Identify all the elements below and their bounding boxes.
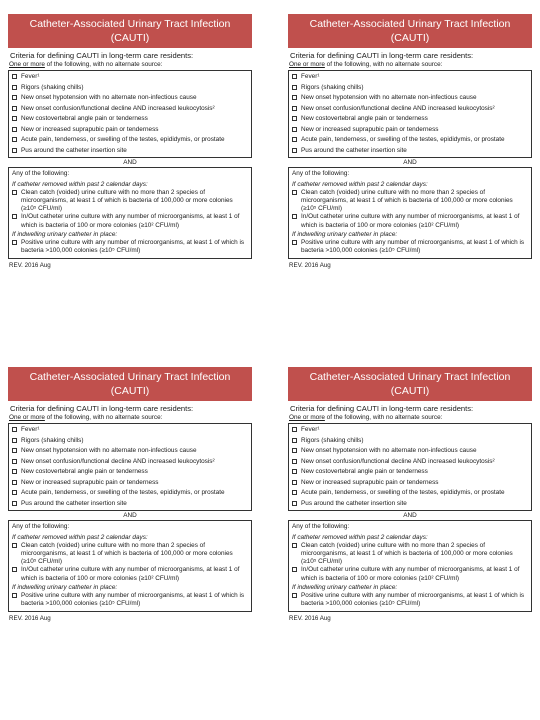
symptom-item-text: New onset hypotension with no alternate non-infectious cause xyxy=(301,447,477,454)
symptom-item-text: Rigors (shaking chills) xyxy=(21,83,84,91)
indwelling-label: If indwelling urinary catheter in place: xyxy=(292,583,398,591)
removed-culture-item[interactable] xyxy=(12,542,248,567)
checkbox-icon[interactable] xyxy=(292,480,297,485)
cauti-card xyxy=(8,367,252,623)
symptom-item[interactable] xyxy=(292,479,528,487)
symptoms-box xyxy=(8,70,252,158)
symptom-item[interactable] xyxy=(12,84,248,92)
symptom-item[interactable] xyxy=(12,447,248,455)
criteria-lead-rest: of the following, with no alternate source: xyxy=(44,61,163,68)
indwelling-culture-item-text: Positive urine culture with any number of microorganisms, at least 1 of which is bacteria >100,000 colonies (≥10⁵ CFU/ml) xyxy=(21,238,245,255)
symptom-item-text: Pus around the catheter insertion site xyxy=(301,499,407,507)
symptoms-box xyxy=(288,70,532,158)
card-title-line2: (CAUTI) xyxy=(390,385,430,397)
criteria-lead xyxy=(288,61,532,69)
symptoms-box xyxy=(8,423,252,511)
checkbox-icon[interactable] xyxy=(292,85,297,90)
symptom-item-text: Fever¹ xyxy=(301,73,320,80)
symptom-item-text: New onset confusion/functional decline AND increased leukocytosis² xyxy=(301,457,495,465)
checkbox-icon[interactable] xyxy=(292,106,297,111)
symptom-item[interactable] xyxy=(292,468,528,476)
indwelling-list xyxy=(12,239,248,256)
any-label: Any of the following: xyxy=(292,522,350,530)
checkbox-icon[interactable] xyxy=(12,137,17,142)
indwelling-label: If indwelling urinary catheter in place: xyxy=(12,230,118,238)
removed-culture-item-text: In/Out catheter urine culture with any number of microorganisms, at least 1 of which is bacteria of 100 or more colonies (≥10² CFU/ml) xyxy=(301,566,520,582)
symptom-item[interactable] xyxy=(12,126,248,134)
any-label: Any of the following: xyxy=(12,169,70,177)
checkbox-icon[interactable] xyxy=(12,501,17,506)
criteria-lead-underlined: One or more xyxy=(289,61,325,68)
indwelling-list xyxy=(292,239,528,256)
symptom-item[interactable] xyxy=(292,73,528,81)
symptom-item-text: Pus around the catheter insertion site xyxy=(301,146,407,154)
checkbox-icon[interactable] xyxy=(292,214,297,219)
removed-label: If catheter removed within past 2 calendar days: xyxy=(292,180,428,188)
culture-box xyxy=(288,520,532,612)
culture-box xyxy=(8,167,252,259)
symptom-item-text: New or increased suprapubic pain or tenderness xyxy=(21,125,159,133)
criteria-lead-underlined: One or more xyxy=(9,414,45,421)
symptom-item[interactable] xyxy=(12,147,248,155)
symptom-item[interactable] xyxy=(292,500,528,508)
symptom-item-text: Acute pain, tenderness, or swelling of the testes, epididymis, or prostate xyxy=(301,489,505,496)
checkbox-icon[interactable] xyxy=(12,85,17,90)
culture-box xyxy=(8,520,252,612)
checkbox-icon[interactable] xyxy=(292,240,297,245)
symptom-item[interactable] xyxy=(292,437,528,445)
symptom-item-text: Rigors (shaking chills) xyxy=(301,83,364,91)
indwelling-culture-item-text: Positive urine culture with any number of microorganisms, at least 1 of which is bacteria >100,000 colonies (≥10⁵ CFU/ml) xyxy=(301,591,525,608)
checkbox-icon[interactable] xyxy=(292,438,297,443)
checkbox-icon[interactable] xyxy=(292,427,297,432)
checkbox-icon[interactable] xyxy=(12,567,17,572)
removed-culture-item[interactable] xyxy=(12,213,248,230)
symptom-item-text: Rigors (shaking chills) xyxy=(21,436,84,444)
symptom-item[interactable] xyxy=(292,84,528,92)
symptom-item-text: Pus around the catheter insertion site xyxy=(21,499,127,507)
symptom-item[interactable] xyxy=(12,73,248,81)
symptom-item-text: New onset hypotension with no alternate non-infectious cause xyxy=(301,94,477,101)
symptom-item[interactable] xyxy=(292,126,528,134)
and-label: AND xyxy=(403,158,417,166)
card-title-line2: (CAUTI) xyxy=(390,32,430,44)
symptom-item-text: Pus around the catheter insertion site xyxy=(21,146,127,154)
symptom-item-text: New or increased suprapubic pain or tenderness xyxy=(301,478,439,486)
removed-list xyxy=(292,542,528,583)
symptom-item-text: New costovertebral angle pain or tenderness xyxy=(21,468,148,475)
indwelling-culture-item[interactable] xyxy=(12,239,248,256)
removed-label: If catheter removed within past 2 calendar days: xyxy=(12,180,148,188)
symptom-item-text: New onset confusion/functional decline AND increased leukocytosis² xyxy=(21,104,215,112)
cauti-card xyxy=(8,14,252,270)
checkbox-icon[interactable] xyxy=(292,95,297,100)
checkbox-icon[interactable] xyxy=(292,459,297,464)
symptom-item[interactable] xyxy=(12,437,248,445)
culture-box xyxy=(288,167,532,259)
any-label: Any of the following: xyxy=(292,169,350,177)
indwelling-culture-item[interactable] xyxy=(292,592,528,609)
symptom-item[interactable] xyxy=(12,136,248,144)
removed-culture-item-text: Clean catch (voided) urine culture with no more than 2 species of microorganisms, at least 1 of which is bacteria of 100,000 or more colonies (≥10⁵ CFU/ml) xyxy=(21,541,233,566)
symptom-item-text: New costovertebral angle pain or tenderness xyxy=(301,468,428,475)
symptoms-box xyxy=(288,423,532,511)
checkbox-icon[interactable] xyxy=(12,459,17,464)
checkbox-icon[interactable] xyxy=(12,190,17,195)
checkbox-icon[interactable] xyxy=(12,148,17,153)
removed-label: If catheter removed within past 2 calendar days: xyxy=(12,533,148,541)
symptom-item[interactable] xyxy=(12,500,248,508)
checkbox-icon[interactable] xyxy=(292,593,297,598)
card-title xyxy=(8,14,252,48)
checkbox-icon[interactable] xyxy=(12,116,17,121)
removed-culture-item[interactable] xyxy=(292,213,528,230)
criteria-lead xyxy=(8,414,252,422)
checkbox-icon[interactable] xyxy=(12,593,17,598)
indwelling-list xyxy=(292,592,528,609)
symptom-item[interactable] xyxy=(12,468,248,476)
removed-list xyxy=(12,189,248,230)
cauti-card xyxy=(288,367,532,623)
checkbox-icon[interactable] xyxy=(12,543,17,548)
symptom-item[interactable] xyxy=(292,489,528,497)
removed-culture-item[interactable] xyxy=(12,189,248,214)
symptom-item[interactable] xyxy=(12,105,248,113)
symptom-item-text: Fever¹ xyxy=(21,426,40,433)
checkbox-icon[interactable] xyxy=(12,427,17,432)
symptom-item-text: New costovertebral angle pain or tenderness xyxy=(301,115,428,122)
symptom-item[interactable] xyxy=(12,94,248,102)
symptom-item-text: Acute pain, tenderness, or swelling of the testes, epididymis, or prostate xyxy=(301,136,505,143)
symptom-item[interactable] xyxy=(292,136,528,144)
removed-culture-item-text: In/Out catheter urine culture with any number of microorganisms, at least 1 of which is bacteria of 100 or more colonies (≥10² CFU/ml) xyxy=(21,213,240,229)
indwelling-culture-item[interactable] xyxy=(292,239,528,256)
revision-label: REV. 2016 Aug xyxy=(9,614,51,622)
checkbox-icon[interactable] xyxy=(12,127,17,132)
symptom-item-text: New onset confusion/functional decline AND increased leukocytosis² xyxy=(21,457,215,465)
symptom-list xyxy=(12,426,248,508)
checkbox-icon[interactable] xyxy=(292,137,297,142)
removed-culture-item-text: Clean catch (voided) urine culture with no more than 2 species of microorganisms, at least 1 of which is bacteria of 100,000 or more colonies (≥10⁵ CFU/ml) xyxy=(301,541,513,566)
checkbox-icon[interactable] xyxy=(12,214,17,219)
and-label: AND xyxy=(123,511,137,519)
indwelling-culture-item-text: Positive urine culture with any number of microorganisms, at least 1 of which is bacteria >100,000 colonies (≥10⁵ CFU/ml) xyxy=(21,591,245,608)
card-title-line1: Catheter-Associated Urinary Tract Infection xyxy=(29,18,231,30)
symptom-item[interactable] xyxy=(292,147,528,155)
symptom-list xyxy=(12,73,248,155)
criteria-heading: Criteria for defining CAUTI in long-term care residents: xyxy=(10,404,194,413)
checkbox-icon[interactable] xyxy=(12,438,17,443)
symptom-list xyxy=(292,73,528,155)
criteria-lead xyxy=(8,61,252,69)
revision-label: REV. 2016 Aug xyxy=(289,261,331,269)
card-title-line2: (CAUTI) xyxy=(110,32,150,44)
symptom-item-text: New onset hypotension with no alternate non-infectious cause xyxy=(21,94,197,101)
removed-culture-item[interactable] xyxy=(292,542,528,567)
symptom-item-text: New or increased suprapubic pain or tenderness xyxy=(21,478,159,486)
indwelling-label: If indwelling urinary catheter in place: xyxy=(292,230,398,238)
any-label: Any of the following: xyxy=(12,522,70,530)
criteria-heading: Criteria for defining CAUTI in long-term care residents: xyxy=(10,51,194,60)
symptom-item[interactable] xyxy=(12,115,248,123)
criteria-lead-underlined: One or more xyxy=(9,61,45,68)
cauti-card xyxy=(288,14,532,270)
symptom-item-text: New or increased suprapubic pain or tenderness xyxy=(301,125,439,133)
checkbox-icon[interactable] xyxy=(292,148,297,153)
criteria-lead xyxy=(288,414,532,422)
criteria-heading: Criteria for defining CAUTI in long-term care residents: xyxy=(290,51,474,60)
symptom-item[interactable] xyxy=(292,447,528,455)
checkbox-icon[interactable] xyxy=(12,469,17,474)
criteria-lead-rest: of the following, with no alternate source: xyxy=(324,414,443,421)
removed-culture-item[interactable] xyxy=(12,566,248,583)
criteria-lead-underlined: One or more xyxy=(289,414,325,421)
removed-culture-item[interactable] xyxy=(292,189,528,214)
symptom-item[interactable] xyxy=(12,489,248,497)
symptom-list xyxy=(292,426,528,508)
card-title xyxy=(8,367,252,401)
card-title-line2: (CAUTI) xyxy=(110,385,150,397)
card-title-line1: Catheter-Associated Urinary Tract Infection xyxy=(309,18,511,30)
symptom-item[interactable] xyxy=(12,458,248,466)
indwelling-label: If indwelling urinary catheter in place: xyxy=(12,583,118,591)
revision-label: REV. 2016 Aug xyxy=(9,261,51,269)
removed-culture-item-text: In/Out catheter urine culture with any number of microorganisms, at least 1 of which is bacteria of 100 or more colonies (≥10² CFU/ml) xyxy=(21,566,240,582)
symptom-item[interactable] xyxy=(12,426,248,434)
checkbox-icon[interactable] xyxy=(292,567,297,572)
and-label: AND xyxy=(123,158,137,166)
criteria-lead-rest: of the following, with no alternate source: xyxy=(324,61,443,68)
removed-label: If catheter removed within past 2 calendar days: xyxy=(292,533,428,541)
symptom-item[interactable] xyxy=(12,479,248,487)
symptom-item-text: Fever¹ xyxy=(21,73,40,80)
checkbox-icon[interactable] xyxy=(12,240,17,245)
checkbox-icon[interactable] xyxy=(292,127,297,132)
removed-list xyxy=(292,189,528,230)
symptom-item[interactable] xyxy=(292,426,528,434)
criteria-heading: Criteria for defining CAUTI in long-term care residents: xyxy=(290,404,474,413)
symptom-item-text: Fever¹ xyxy=(301,426,320,433)
symptom-item-text: Rigors (shaking chills) xyxy=(301,436,364,444)
symptom-item[interactable] xyxy=(292,105,528,113)
checkbox-icon[interactable] xyxy=(12,480,17,485)
criteria-lead-rest: of the following, with no alternate source: xyxy=(44,414,163,421)
indwelling-culture-item[interactable] xyxy=(12,592,248,609)
checkbox-icon[interactable] xyxy=(12,106,17,111)
symptom-item-text: New onset confusion/functional decline AND increased leukocytosis² xyxy=(301,104,495,112)
removed-culture-item-text: In/Out catheter urine culture with any number of microorganisms, at least 1 of which is bacteria of 100 or more colonies (≥10² CFU/ml) xyxy=(301,213,520,229)
and-label: AND xyxy=(403,511,417,519)
checkbox-icon[interactable] xyxy=(12,448,17,453)
revision-label: REV. 2016 Aug xyxy=(289,614,331,622)
checkbox-icon[interactable] xyxy=(292,543,297,548)
checkbox-icon[interactable] xyxy=(12,490,17,495)
symptom-item-text: Acute pain, tenderness, or swelling of the testes, epididymis, or prostate xyxy=(21,136,225,143)
checkbox-icon[interactable] xyxy=(12,95,17,100)
card-title-line1: Catheter-Associated Urinary Tract Infection xyxy=(309,371,511,383)
checkbox-icon[interactable] xyxy=(292,116,297,121)
checkbox-icon[interactable] xyxy=(292,501,297,506)
removed-culture-item-text: Clean catch (voided) urine culture with no more than 2 species of microorganisms, at least 1 of which is bacteria of 100,000 or more colonies (≥10⁵ CFU/ml) xyxy=(21,188,233,213)
symptom-item-text: New costovertebral angle pain or tenderness xyxy=(21,115,148,122)
checkbox-icon[interactable] xyxy=(12,74,17,79)
checkbox-icon[interactable] xyxy=(292,490,297,495)
indwelling-culture-item-text: Positive urine culture with any number of microorganisms, at least 1 of which is bacteria >100,000 colonies (≥10⁵ CFU/ml) xyxy=(301,238,525,255)
symptom-item[interactable] xyxy=(292,458,528,466)
indwelling-list xyxy=(12,592,248,609)
checkbox-icon[interactable] xyxy=(292,469,297,474)
removed-list xyxy=(12,542,248,583)
card-title-line1: Catheter-Associated Urinary Tract Infection xyxy=(29,371,231,383)
removed-culture-item-text: Clean catch (voided) urine culture with no more than 2 species of microorganisms, at least 1 of which is bacteria of 100,000 or more colonies (≥10⁵ CFU/ml) xyxy=(301,188,513,213)
symptom-item-text: Acute pain, tenderness, or swelling of the testes, epididymis, or prostate xyxy=(21,489,225,496)
checkbox-icon[interactable] xyxy=(292,448,297,453)
checkbox-icon[interactable] xyxy=(292,74,297,79)
symptom-item-text: New onset hypotension with no alternate non-infectious cause xyxy=(21,447,197,454)
card-title xyxy=(288,14,532,48)
symptom-item[interactable] xyxy=(292,94,528,102)
symptom-item[interactable] xyxy=(292,115,528,123)
removed-culture-item[interactable] xyxy=(292,566,528,583)
card-title xyxy=(288,367,532,401)
checkbox-icon[interactable] xyxy=(292,190,297,195)
